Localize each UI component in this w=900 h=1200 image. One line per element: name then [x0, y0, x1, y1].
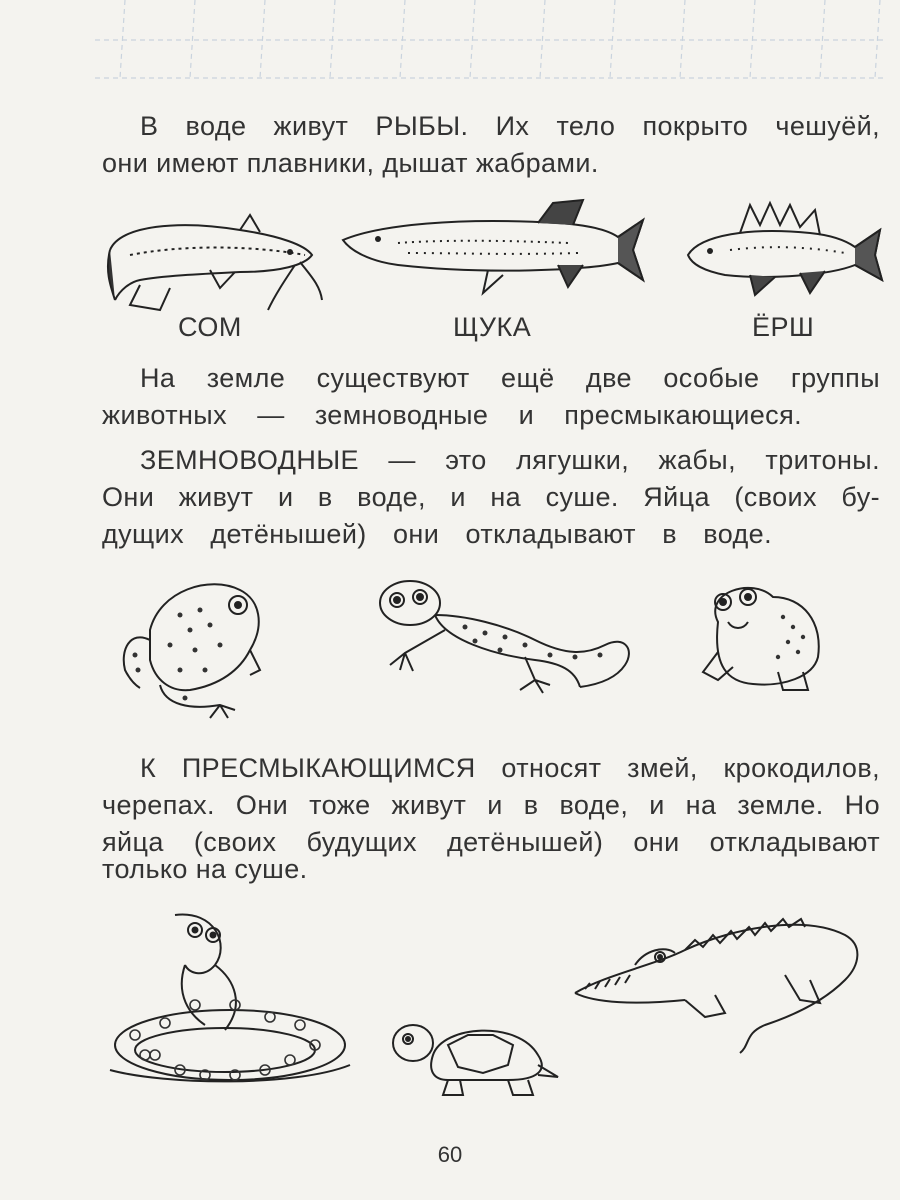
- toad-drawing: [703, 588, 819, 690]
- paragraph-groups: [140, 360, 880, 397]
- paragraph-amphibians-end: [102, 516, 772, 553]
- paragraph-line: черепах. Они тоже живут и в воде, и на земле. Но: [102, 790, 880, 820]
- paragraph-line: дущих детёнышей) они откладывают в воде.: [102, 519, 772, 549]
- paragraph-fish-cont: [102, 145, 880, 182]
- fish-caption-pike: ЩУКА: [453, 312, 532, 342]
- ruffe-drawing: [688, 203, 882, 295]
- paragraph-line: ЗЕМНОВОДНЫЕ — это лягушки, жабы, тритоны.: [140, 445, 880, 475]
- fish-caption-catfish: СОМ: [178, 312, 242, 342]
- paragraph-line: На земле существуют ещё две особые группы: [140, 363, 880, 393]
- paragraph-groups-cont: [102, 397, 802, 434]
- crocodile-drawing: [575, 919, 857, 1053]
- catfish-drawing: [100, 210, 325, 320]
- paragraph-line: они имеют плавники, дышат жабрами.: [102, 148, 599, 178]
- paragraph-fish: [140, 108, 880, 145]
- snake-drawing: [110, 915, 350, 1082]
- paragraph-amphibians: [140, 442, 880, 479]
- paragraph-line: К ПРЕСМЫКАЮЩИМСЯ относят змей, крокодилов,: [140, 753, 880, 783]
- paragraph-reptiles: [140, 750, 880, 787]
- turtle-drawing: [393, 1025, 558, 1095]
- page-number: 60: [437, 1142, 463, 1167]
- fish-caption-ruffe: ЁРШ: [752, 312, 815, 342]
- paragraph-line: В воде живут РЫБЫ. Их тело покрыто чешуёй,: [140, 111, 880, 141]
- notebook-grid: [95, 0, 885, 85]
- paragraph-amphibians-cont: [102, 479, 880, 516]
- paragraph-reptiles-end: [102, 851, 502, 888]
- frog-drawing: [124, 584, 260, 718]
- pike-drawing: [343, 200, 643, 293]
- paragraph-line: только на суше.: [102, 854, 308, 884]
- paragraph-line: Они живут и в воде, и на суше. Яйца (своих бу-: [102, 482, 880, 512]
- paragraph-line: яйца (своих будущих детёнышей) они откладывают: [102, 827, 880, 857]
- paragraph-reptiles-cont: [102, 787, 880, 824]
- paragraph-line: животных — земноводные и пресмыкающиеся.: [102, 400, 802, 430]
